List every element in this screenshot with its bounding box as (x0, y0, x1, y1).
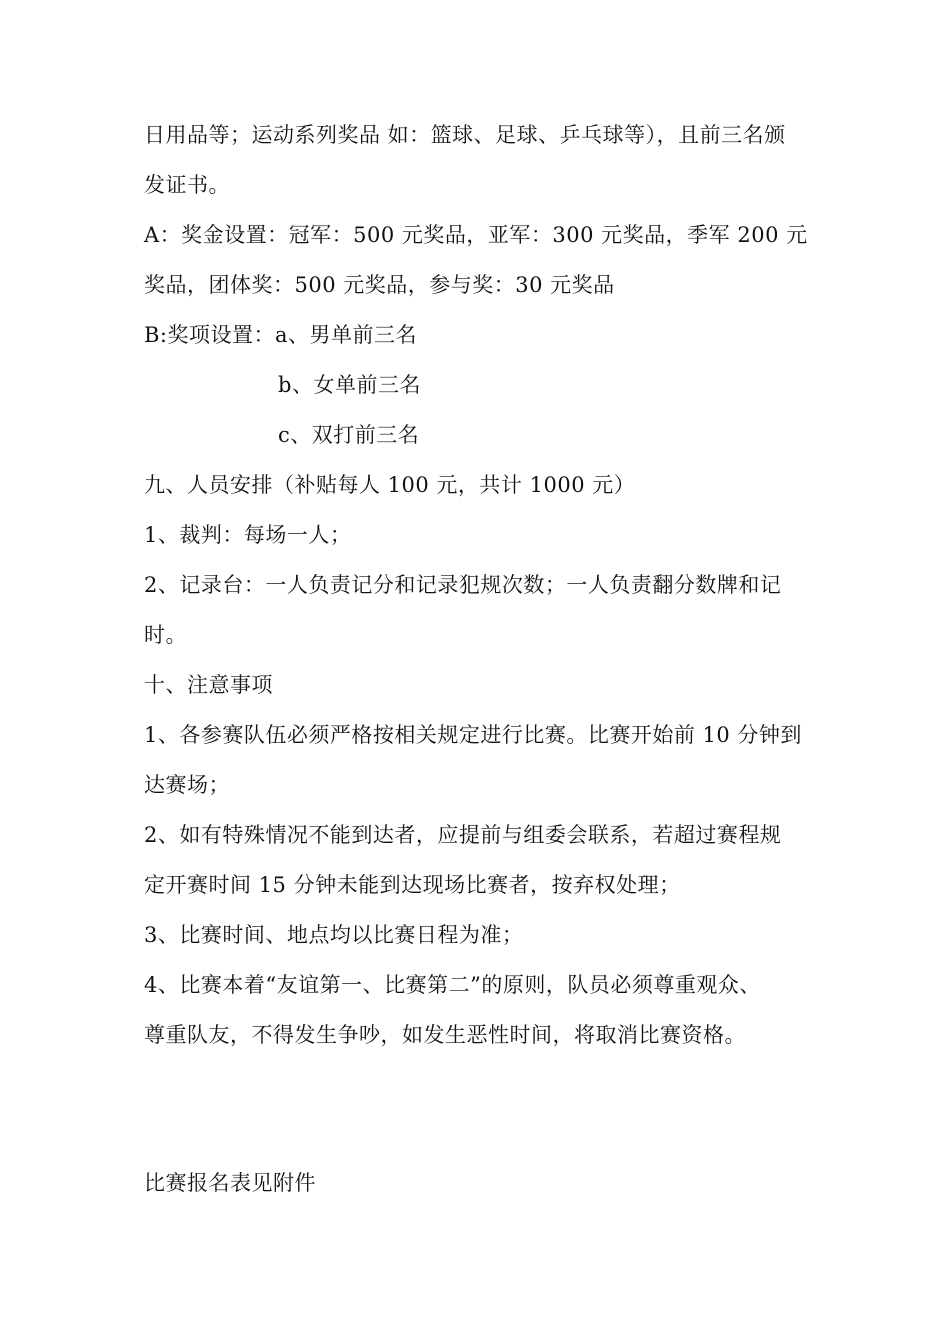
text-line: 发证书。 (144, 173, 230, 197)
text-line: 定开赛时间 15 分钟未能到达现场比赛者，按弃权处理； (144, 873, 681, 897)
text-line: 1、裁判：每场一人； (144, 523, 352, 547)
text-line: 奖品，团体奖：500 元奖品，参与奖：30 元奖品 (144, 273, 615, 297)
text-line: 3、比赛时间、地点均以比赛日程为准； (144, 923, 524, 947)
text-line: 2、如有特殊情况不能到达者，应提前与组委会联系，若超过赛程规 (144, 823, 782, 847)
section-heading: 十、注意事项 (144, 673, 273, 697)
text-line: 时。 (144, 623, 187, 647)
text-line: A：奖金设置：冠军：500 元奖品，亚军：300 元奖品，季军 200 元 (144, 223, 808, 247)
text-line: b、女单前三名 (278, 373, 421, 397)
text-line: 1、各参赛队伍必须严格按相关规定进行比赛。比赛开始前 10 分钟到 (144, 723, 802, 747)
text-line: 日用品等；运动系列奖品 如：篮球、足球、乒乓球等），且前三名颁 (144, 123, 786, 147)
section-heading: 九、人员安排（补贴每人 100 元，共计 1000 元） (144, 473, 636, 497)
text-line: 达赛场； (144, 773, 230, 797)
text-line: B:奖项设置：a、男单前三名 (144, 323, 418, 347)
attachment-note: 比赛报名表见附件 (144, 1171, 316, 1195)
text-line: 4、比赛本着“友谊第一、比赛第二”的原则，队员必须尊重观众、 (144, 973, 761, 997)
text-line: 2、记录台：一人负责记分和记录犯规次数；一人负责翻分数牌和记 (144, 573, 782, 597)
text-line: c、双打前三名 (278, 423, 420, 447)
text-line: 尊重队友，不得发生争吵，如发生恶性时间，将取消比赛资格。 (144, 1023, 746, 1047)
